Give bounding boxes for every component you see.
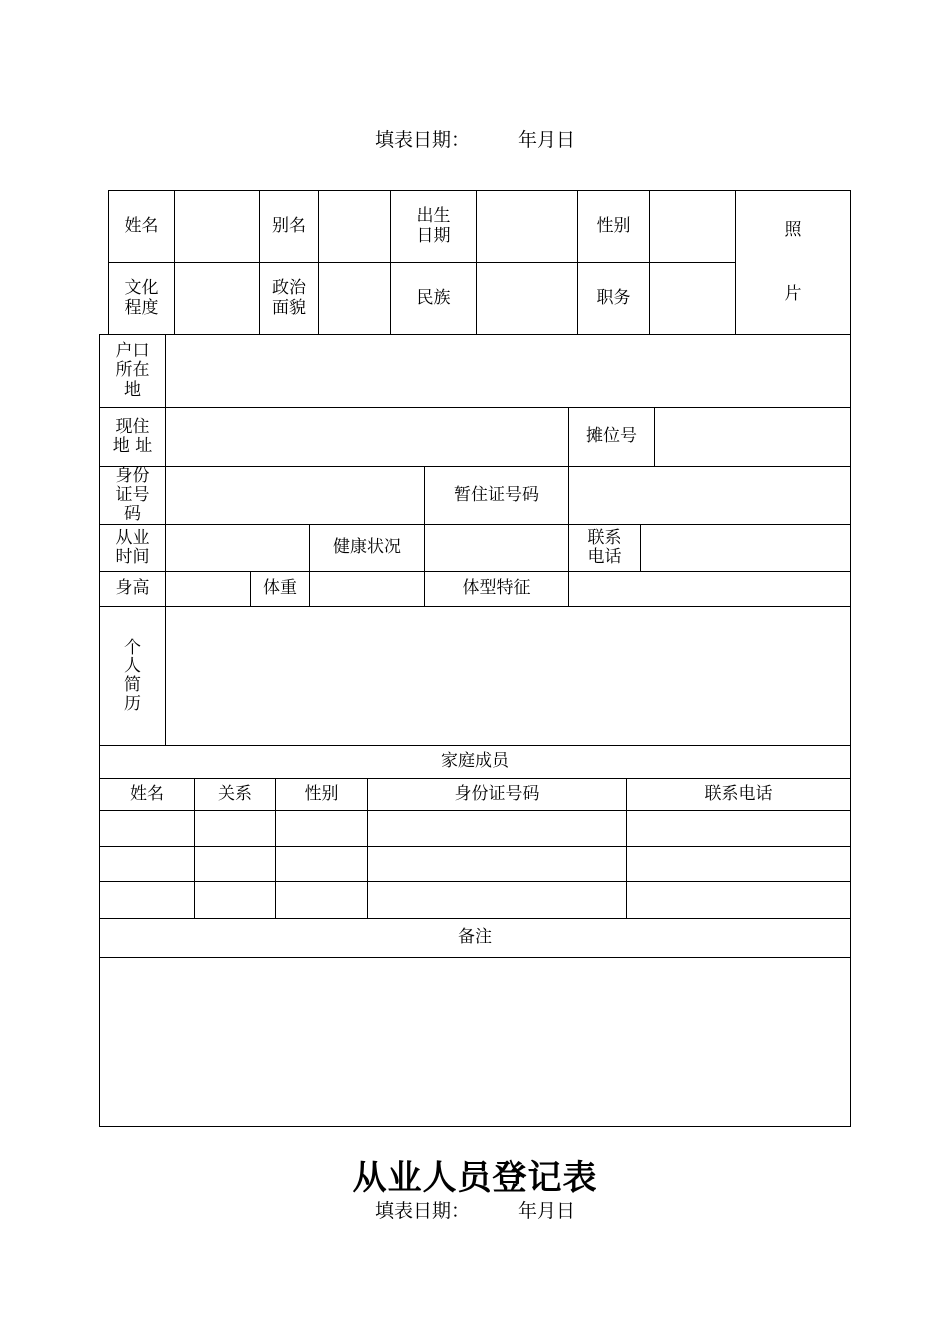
family-col-gender: 性别 [275, 778, 368, 811]
field-weight[interactable] [309, 571, 425, 607]
field-temp-permit[interactable] [568, 466, 851, 525]
field-id-number[interactable] [165, 466, 425, 525]
label-weight: 体重 [250, 571, 310, 607]
field-name[interactable] [174, 190, 260, 263]
family-col-name: 姓名 [99, 778, 195, 811]
fill-date-suffix: 年月日 [518, 129, 576, 151]
field-hukou[interactable] [165, 334, 851, 408]
label-work-time: 从业时间 [99, 524, 166, 572]
field-political[interactable] [318, 262, 391, 335]
label-political: 政治面貌 [259, 262, 319, 335]
family-col-id-number: 身份证号码 [367, 778, 627, 811]
family-row-1-relation[interactable] [194, 810, 276, 847]
label-id-number: 身份证号码 [99, 466, 166, 525]
label-gender: 性别 [577, 190, 650, 263]
field-body-features[interactable] [568, 571, 851, 607]
label-position: 职务 [577, 262, 650, 335]
label-phone: 联系电话 [568, 524, 641, 572]
label-education: 文化程度 [108, 262, 175, 335]
photo-label-1: 照 [784, 220, 802, 241]
field-address[interactable] [165, 407, 569, 467]
label-hukou: 户口所在地 [99, 334, 166, 408]
label-stall: 摊位号 [568, 407, 655, 467]
photo-box[interactable] [735, 190, 851, 335]
family-row-2-id-number[interactable] [367, 846, 627, 882]
fill-date-label: 填表日期： [374, 129, 470, 151]
family-row-2-relation[interactable] [194, 846, 276, 882]
fill-date-suffix: 年月日 [518, 1200, 576, 1222]
family-row-3-relation[interactable] [194, 881, 276, 919]
label-body-features: 体型特征 [424, 571, 569, 607]
field-resume[interactable] [165, 606, 851, 746]
field-phone[interactable] [640, 524, 851, 572]
family-row-1-id-number[interactable] [367, 810, 627, 847]
field-birth-date[interactable] [476, 190, 578, 263]
field-height[interactable] [165, 571, 251, 607]
field-health[interactable] [424, 524, 569, 572]
photo-label-2: 片 [784, 283, 802, 304]
remarks-title: 备注 [99, 918, 851, 958]
family-row-3-phone[interactable] [626, 881, 851, 919]
fill-date-bottom [0, 1196, 950, 1223]
label-health: 健康状况 [309, 524, 425, 572]
family-row-1-gender[interactable] [275, 810, 368, 847]
field-remarks[interactable] [99, 957, 851, 1127]
family-col-phone: 联系电话 [626, 778, 851, 811]
family-row-2-name[interactable] [99, 846, 195, 882]
label-resume: 个人简历 [99, 606, 166, 746]
label-address: 现住 地 址 [99, 407, 166, 467]
family-row-2-phone[interactable] [626, 846, 851, 882]
family-row-1-phone[interactable] [626, 810, 851, 847]
label-ethnicity: 民族 [390, 262, 477, 335]
family-row-3-gender[interactable] [275, 881, 368, 919]
family-title: 家庭成员 [99, 745, 851, 779]
label-temp-permit: 暂住证号码 [424, 466, 569, 525]
label-birth-date: 出生日期 [390, 190, 477, 263]
fill-date-label: 填表日期： [374, 1200, 470, 1222]
form-title: 从业人员登记表 [352, 1158, 598, 1198]
label-height: 身高 [99, 571, 166, 607]
field-education[interactable] [174, 262, 260, 335]
label-name: 姓名 [108, 190, 175, 263]
field-ethnicity[interactable] [476, 262, 578, 335]
fill-date-top [0, 125, 950, 152]
family-row-3-id-number[interactable] [367, 881, 627, 919]
family-row-3-name[interactable] [99, 881, 195, 919]
field-gender[interactable] [649, 190, 736, 263]
family-row-2-gender[interactable] [275, 846, 368, 882]
field-position[interactable] [649, 262, 736, 335]
field-alias[interactable] [318, 190, 391, 263]
field-work-time[interactable] [165, 524, 310, 572]
field-stall[interactable] [654, 407, 851, 467]
family-row-1-name[interactable] [99, 810, 195, 847]
label-alias: 别名 [259, 190, 319, 263]
family-col-relation: 关系 [194, 778, 276, 811]
